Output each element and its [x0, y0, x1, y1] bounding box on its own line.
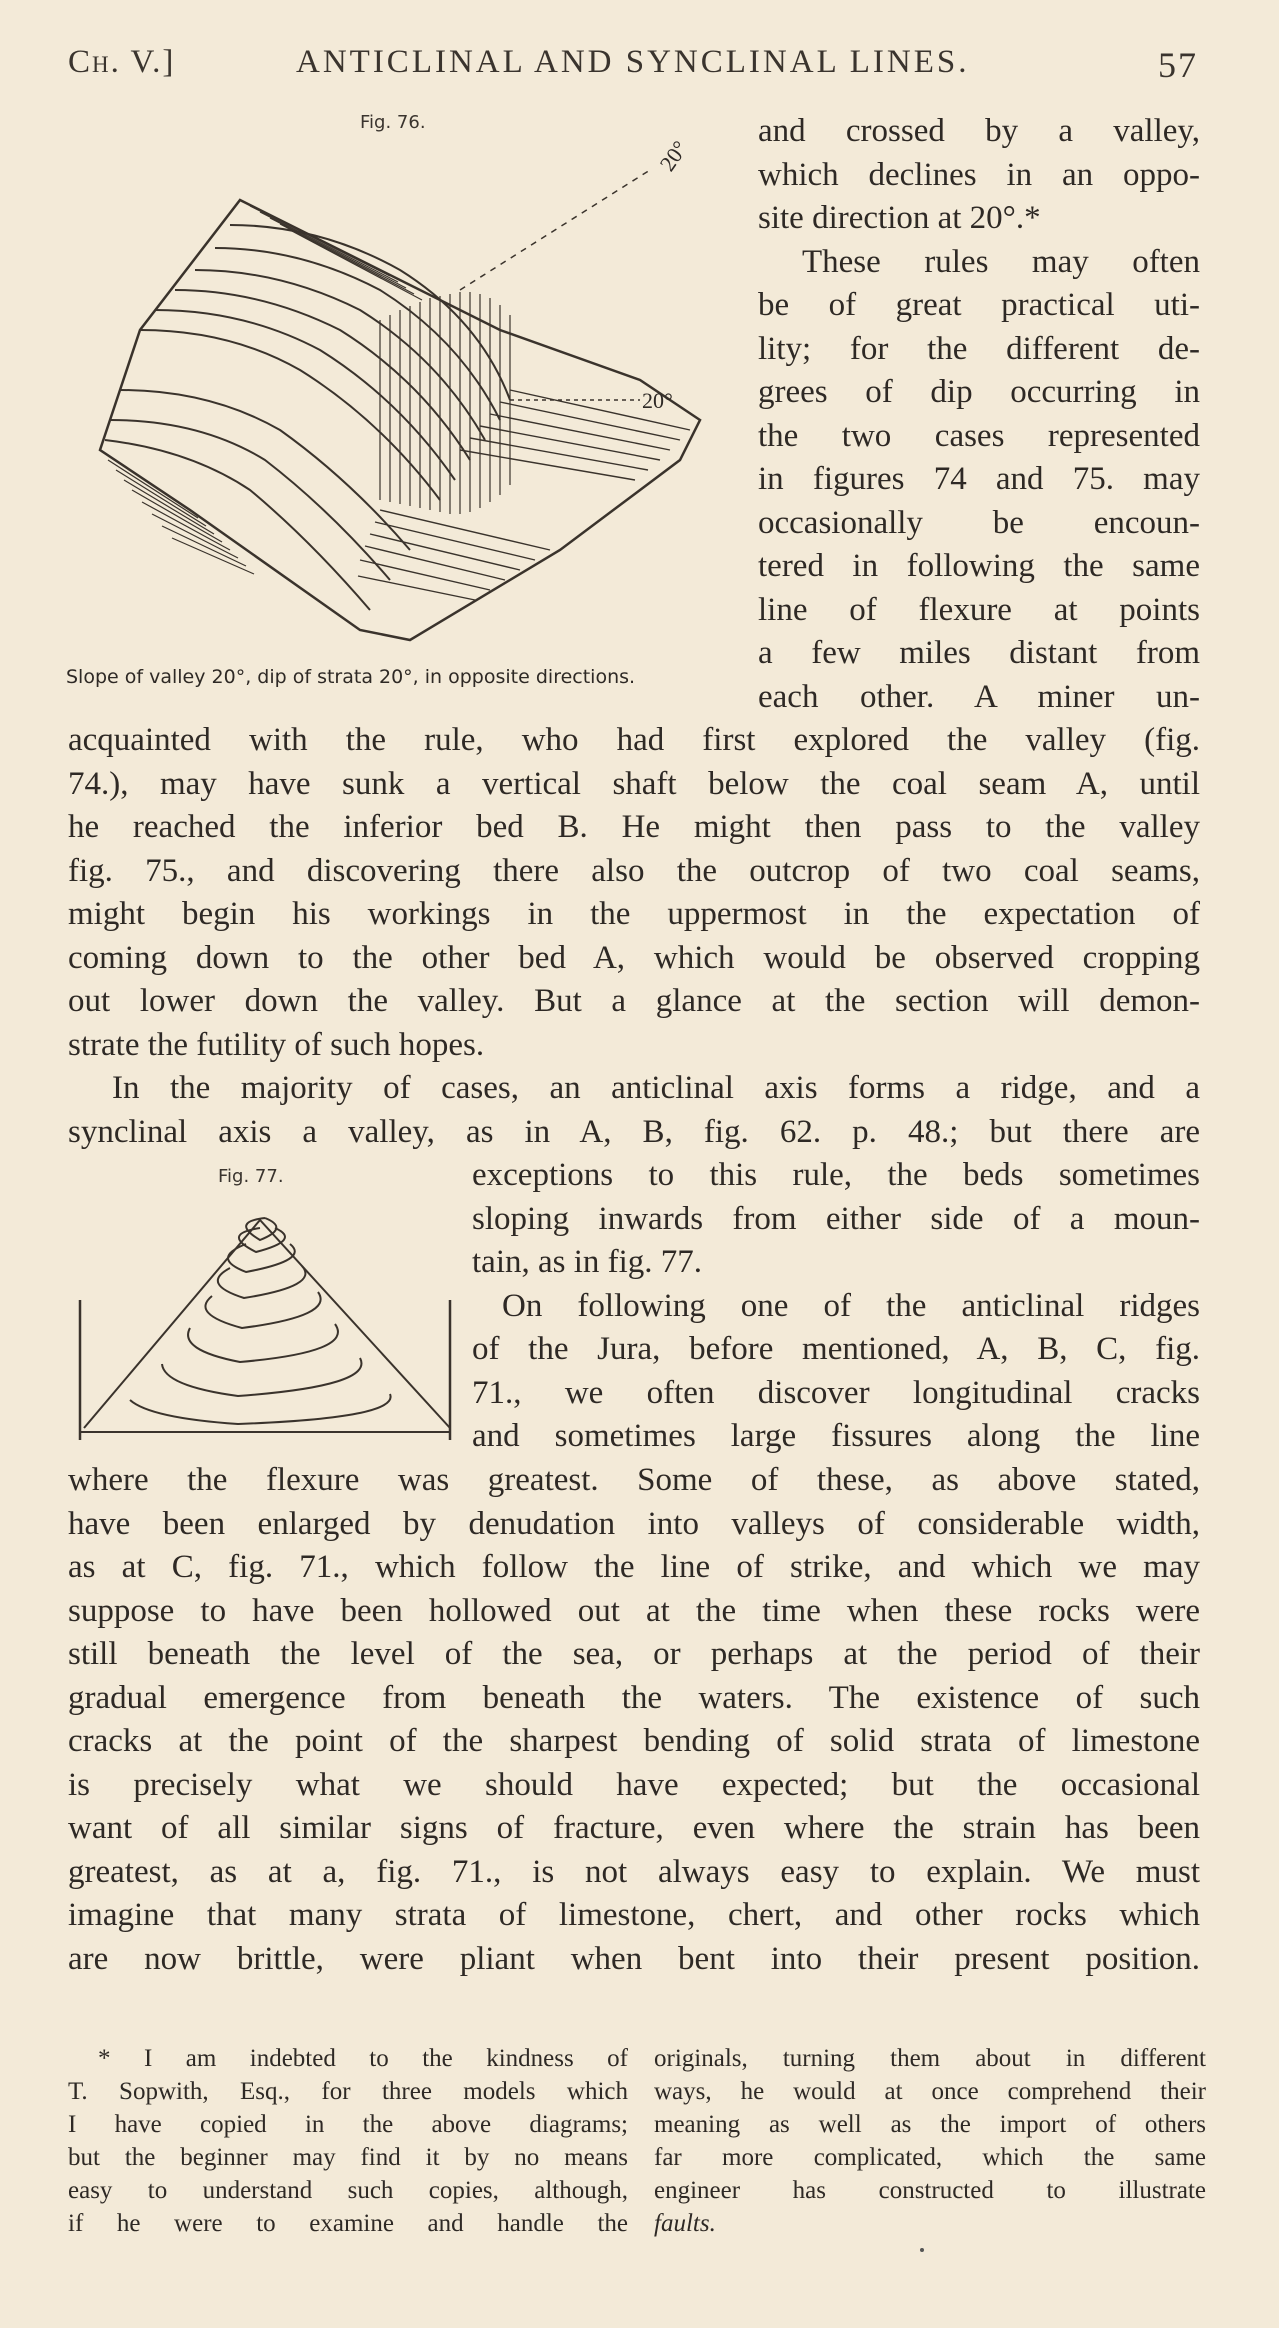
text-block-3 [472, 1154, 1200, 1459]
text-line: In the majority of cases, an anticlinal axis forms a ridge, and a [112, 1070, 1200, 1106]
figure-76-illustration [80, 130, 740, 650]
footnote-right [654, 2042, 1206, 2240]
footnote-line: if he were to examine and handle the [68, 2210, 628, 2237]
text-line: line of flexure at points [758, 591, 1200, 628]
figure-76-label: Fig. 76. [360, 112, 426, 133]
figure-76-caption: Slope of valley 20°, dip of strata 20°, in opposite directions. [66, 666, 636, 688]
text-line: in figures 74 and 75. may [758, 461, 1200, 497]
text-line: grees of dip occurring in [758, 374, 1200, 410]
text-line: 74.), may have sunk a vertical shaft below the coal seam A, until [68, 765, 1200, 802]
text-line: each other. A miner un- [758, 678, 1200, 715]
figure-77-illustration [70, 1200, 460, 1440]
text-block-4 [68, 1459, 1200, 1981]
text-line: acquainted with the rule, who had first explored the valley (fig. [68, 722, 1200, 758]
text-line: as at C, fig. 71., which follow the line of strike, and which we may [68, 1549, 1200, 1585]
text-line: he reached the inferior bed B. He might then pass to the valley [68, 809, 1200, 845]
text-line: fig. 75., and discovering there also the outcrop of two coal seams, [68, 852, 1200, 889]
footnote-line: far more complicated, which the same [654, 2144, 1206, 2171]
text-line: synclinal axis a valley, as in A, B, fig. 62. p. 48.; but there are [68, 1113, 1200, 1150]
footnote-line: I have copied in the above diagrams; [68, 2111, 628, 2138]
text-line: greatest, as at a, fig. 71., is not always easy to explain. We must [68, 1853, 1200, 1890]
text-line: 71., we often discover longitudinal cracks [472, 1374, 1200, 1411]
page-title: ANTICLINAL AND SYNCLINAL LINES. [296, 44, 970, 80]
text-line: imagine that many strata of limestone, chert, and other rocks which [68, 1897, 1200, 1933]
text-line: suppose to have been hollowed out at the time when these rocks were [68, 1592, 1200, 1629]
figure-76-angle-top: 20° [654, 136, 693, 176]
text-line: and crossed by a valley, [758, 113, 1200, 149]
text-line: tain, as in fig. 77. [472, 1244, 703, 1280]
footnote-line: faults. [654, 2210, 716, 2237]
figure-76-angle-side: 20° [642, 388, 673, 413]
text-line: where the flexure was greatest. Some of these, as above stated, [68, 1462, 1200, 1498]
text-line: occasionally be encoun- [758, 504, 1200, 541]
figure-77-label: Fig. 77. [218, 1166, 284, 1187]
running-head [68, 44, 1198, 88]
footnote-line: meaning as well as the import of others [654, 2111, 1206, 2138]
text-line: lity; for the different de- [758, 330, 1200, 367]
text-line: the two cases represented [758, 417, 1200, 454]
footnote-line: easy to understand such copies, although, [68, 2177, 628, 2204]
text-line: which declines in an oppo- [758, 156, 1200, 193]
text-line: coming down to the other bed A, which would be observed cropping [68, 939, 1200, 976]
text-line: are now brittle, were pliant when bent into their present position. [68, 1940, 1200, 1977]
text-line: of the Jura, before mentioned, A, B, C, fig. [472, 1331, 1200, 1367]
text-line: On following one of the anticlinal ridges [502, 1287, 1200, 1324]
footnote-line: but the beginner may find it by no means [68, 2144, 628, 2171]
text-block-2 [68, 719, 1200, 1154]
footnote-line: engineer has constructed to illustrate [654, 2177, 1206, 2204]
text-line: exceptions to this rule, the beds sometimes [472, 1157, 1200, 1193]
text-line: cracks at the point of the sharpest bending of solid strata of limestone [68, 1723, 1200, 1759]
text-line: want of all similar signs of fracture, even where the strain has been [68, 1810, 1200, 1846]
text-line: out lower down the valley. But a glance at the section will demon- [68, 983, 1200, 1019]
text-line: gradual emergence from beneath the waters. The existence of such [68, 1679, 1200, 1716]
text-line: might begin his workings in the uppermost in the expectation of [68, 896, 1200, 932]
chapter-label: Ch. V.] [68, 44, 176, 80]
footnote-line: ways, he would at once comprehend their [654, 2078, 1206, 2105]
text-line: tered in following the same [758, 548, 1200, 584]
page-number: 57 [1158, 45, 1198, 85]
text-line: be of great practical uti- [758, 287, 1200, 323]
text-line: These rules may often [802, 243, 1200, 280]
footnote-line: * I am indebted to the kindness of [98, 2045, 628, 2072]
text-line: and sometimes large fissures along the line [472, 1418, 1200, 1454]
text-line: sloping inwards from either side of a moun- [472, 1200, 1200, 1237]
footnote-left [68, 2042, 628, 2240]
footnote-line: originals, turning them about in different [654, 2045, 1206, 2072]
text-line: is precisely what we should have expected; but the occasional [68, 1766, 1200, 1803]
footnote-line: T. Sopwith, Esq., for three models which [68, 2078, 628, 2105]
text-block-1 [758, 110, 1200, 719]
text-line: still beneath the level of the sea, or perhaps at the period of their [68, 1636, 1200, 1672]
speck [920, 2248, 924, 2252]
text-line: site direction at 20°.* [758, 200, 1041, 236]
text-line: a few miles distant from [758, 635, 1200, 671]
text-line: strate the futility of such hopes. [68, 1026, 485, 1063]
text-line: have been enlarged by denudation into valleys of considerable width, [68, 1505, 1200, 1542]
